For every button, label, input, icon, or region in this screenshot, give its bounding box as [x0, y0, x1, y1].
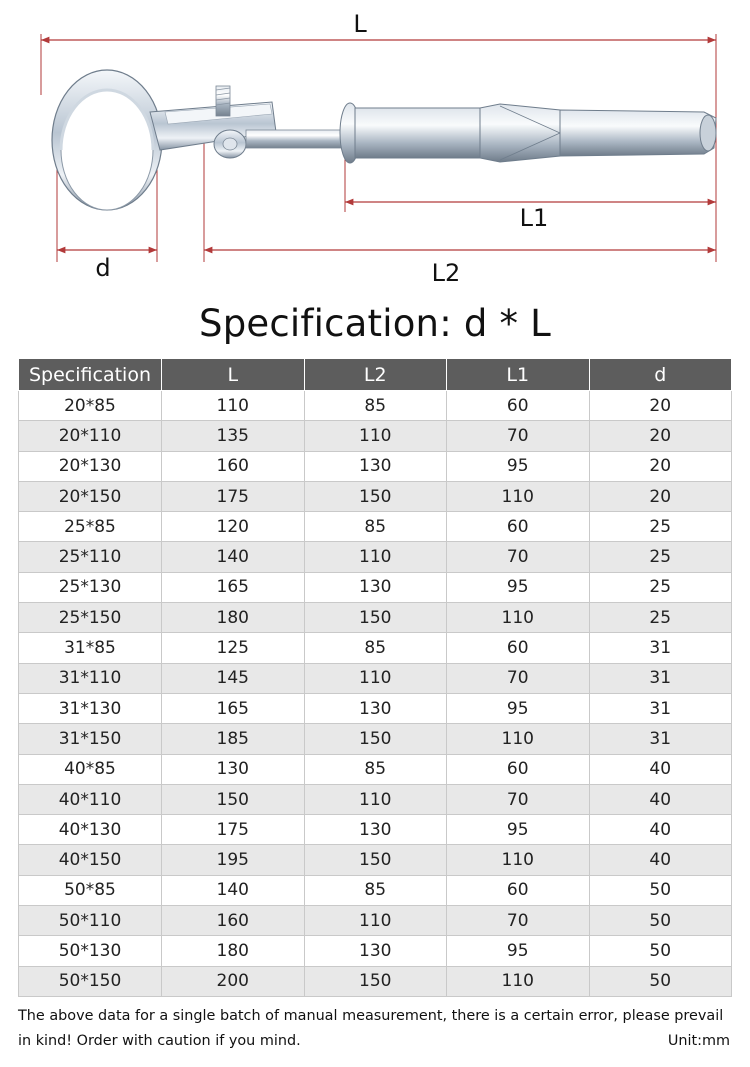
table-cell: 25 — [589, 542, 732, 572]
table-cell: 31*110 — [19, 663, 162, 693]
table-cell: 40*110 — [19, 784, 162, 814]
table-cell: 50 — [589, 906, 732, 936]
table-cell: 175 — [162, 815, 305, 845]
header-L2: L2 — [304, 359, 447, 391]
table-cell: 85 — [304, 633, 447, 663]
table-row — [19, 451, 732, 481]
table-cell: 150 — [304, 966, 447, 996]
table-row — [19, 724, 732, 754]
table-cell: 110 — [304, 906, 447, 936]
table-cell: 110 — [447, 845, 590, 875]
table-row — [19, 633, 732, 663]
table-cell: 31 — [589, 663, 732, 693]
table-cell: 25 — [589, 512, 732, 542]
table-cell: 130 — [304, 815, 447, 845]
table-cell: 50*130 — [19, 936, 162, 966]
table-cell: 50*85 — [19, 875, 162, 905]
table-cell: 70 — [447, 542, 590, 572]
table-cell: 120 — [162, 512, 305, 542]
table-cell: 25 — [589, 572, 732, 602]
table-header-row — [19, 359, 732, 391]
product-dimension-diagram — [0, 0, 750, 295]
table-cell: 20*85 — [19, 391, 162, 421]
table-cell: 31 — [589, 633, 732, 663]
header-L1: L1 — [447, 359, 590, 391]
table-cell: 20 — [589, 391, 732, 421]
table-row — [19, 663, 732, 693]
table-cell: 31 — [589, 693, 732, 723]
table-cell: 175 — [162, 481, 305, 511]
table-cell: 125 — [162, 633, 305, 663]
table-cell: 150 — [304, 724, 447, 754]
header-L: L — [162, 359, 305, 391]
table-cell: 20*150 — [19, 481, 162, 511]
table-row — [19, 906, 732, 936]
table-cell: 70 — [447, 663, 590, 693]
table-cell: 95 — [447, 815, 590, 845]
table-cell: 50 — [589, 936, 732, 966]
header-d: d — [589, 359, 732, 391]
table-cell: 185 — [162, 724, 305, 754]
table-cell: 25 — [589, 603, 732, 633]
table-cell: 95 — [447, 451, 590, 481]
table-cell: 145 — [162, 663, 305, 693]
table-cell: 31 — [589, 724, 732, 754]
table-cell: 40*85 — [19, 754, 162, 784]
pipe-clamp-icon — [52, 70, 716, 210]
table-cell: 110 — [304, 784, 447, 814]
table-cell: 130 — [304, 572, 447, 602]
measurement-note: The above data for a single batch of manual measurement, there is a certain error, please prevail in kind! Order with caution if you mind. — [18, 1008, 724, 1049]
table-cell: 110 — [447, 966, 590, 996]
table-row — [19, 603, 732, 633]
table-cell: 110 — [304, 663, 447, 693]
table-row — [19, 572, 732, 602]
table-row — [19, 421, 732, 451]
label-L1: L1 — [519, 204, 549, 232]
table-cell: 130 — [162, 754, 305, 784]
label-L2: L2 — [431, 259, 461, 287]
table-cell: 85 — [304, 391, 447, 421]
table-cell: 60 — [447, 754, 590, 784]
table-cell: 85 — [304, 875, 447, 905]
table-cell: 40 — [589, 784, 732, 814]
table-cell: 160 — [162, 906, 305, 936]
table-row — [19, 784, 732, 814]
label-d: d — [95, 254, 111, 282]
table-cell: 110 — [447, 481, 590, 511]
table-cell: 130 — [304, 936, 447, 966]
table-cell: 60 — [447, 633, 590, 663]
table-cell: 60 — [447, 391, 590, 421]
table-cell: 60 — [447, 512, 590, 542]
table-cell: 40 — [589, 815, 732, 845]
table-row — [19, 693, 732, 723]
specification-table — [18, 358, 732, 997]
table-row — [19, 391, 732, 421]
table-cell: 95 — [447, 572, 590, 602]
table-row — [19, 845, 732, 875]
table-cell: 110 — [162, 391, 305, 421]
table-cell: 85 — [304, 754, 447, 784]
table-cell: 40*130 — [19, 815, 162, 845]
table-cell: 50*150 — [19, 966, 162, 996]
table-cell: 40 — [589, 754, 732, 784]
table-cell: 70 — [447, 421, 590, 451]
table-cell: 70 — [447, 906, 590, 936]
table-cell: 110 — [304, 421, 447, 451]
table-cell: 195 — [162, 845, 305, 875]
table-cell: 110 — [304, 542, 447, 572]
table-cell: 31*150 — [19, 724, 162, 754]
table-cell: 180 — [162, 603, 305, 633]
table-row — [19, 875, 732, 905]
table-cell: 25*85 — [19, 512, 162, 542]
table-row — [19, 936, 732, 966]
table-row — [19, 966, 732, 996]
table-cell: 25*130 — [19, 572, 162, 602]
table-cell: 25*150 — [19, 603, 162, 633]
table-cell: 160 — [162, 451, 305, 481]
table-cell: 110 — [447, 603, 590, 633]
table-cell: 25*110 — [19, 542, 162, 572]
table-cell: 130 — [304, 451, 447, 481]
table-row — [19, 754, 732, 784]
unit-label: Unit:mm — [667, 1033, 730, 1049]
table-cell: 20 — [589, 421, 732, 451]
table-cell: 85 — [304, 512, 447, 542]
table-cell: 95 — [447, 693, 590, 723]
table-row — [19, 542, 732, 572]
table-cell: 140 — [162, 875, 305, 905]
table-cell: 130 — [304, 693, 447, 723]
table-body — [19, 391, 732, 997]
table-cell: 20*110 — [19, 421, 162, 451]
table-cell: 40 — [589, 845, 732, 875]
table-cell: 200 — [162, 966, 305, 996]
table-cell: 70 — [447, 784, 590, 814]
table-cell: 135 — [162, 421, 305, 451]
table-cell: 31*130 — [19, 693, 162, 723]
table-row — [19, 481, 732, 511]
header-specification: Specification — [19, 359, 162, 391]
table-cell: 20 — [589, 451, 732, 481]
table-cell: 110 — [447, 724, 590, 754]
table-cell: 150 — [162, 784, 305, 814]
table-cell: 20 — [589, 481, 732, 511]
table-row — [19, 815, 732, 845]
table-cell: 50 — [589, 875, 732, 905]
table-cell: 165 — [162, 693, 305, 723]
table-cell: 20*130 — [19, 451, 162, 481]
table-cell: 95 — [447, 936, 590, 966]
page-title: Specification: d * L — [199, 302, 551, 345]
table-cell: 31*85 — [19, 633, 162, 663]
table-cell: 140 — [162, 542, 305, 572]
table-cell: 150 — [304, 603, 447, 633]
table-cell: 50*110 — [19, 906, 162, 936]
table-row — [19, 512, 732, 542]
table-cell: 165 — [162, 572, 305, 602]
table-cell: 180 — [162, 936, 305, 966]
table-cell: 40*150 — [19, 845, 162, 875]
table-cell: 150 — [304, 481, 447, 511]
table-cell: 150 — [304, 845, 447, 875]
table-cell: 50 — [589, 966, 732, 996]
table-cell: 60 — [447, 875, 590, 905]
label-L: L — [353, 10, 367, 38]
